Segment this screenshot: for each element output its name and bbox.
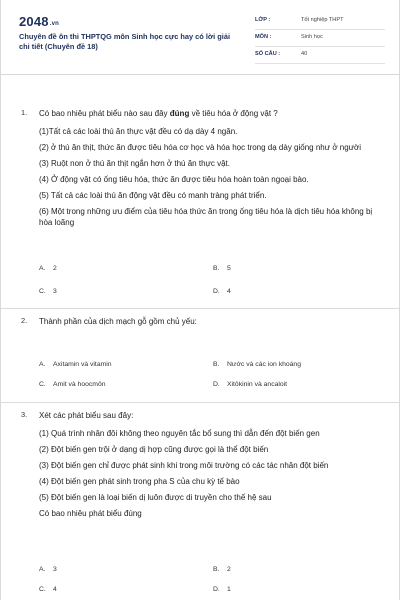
question-body [39,108,383,233]
document-title: Chuyên đề ôn thi THPTQG môn Sinh học cực hay có lời giải chi tiết (Chuyên đề 18) [19,32,230,51]
option-b[interactable]: B. 2 [213,566,231,573]
statement: (1) Quá trình nhân đôi không theo nguyên tắc bổ sung thì dẫn đến đột biến gen [39,429,320,438]
meta-count-row [255,48,385,64]
option-a[interactable]: A. 2 [39,265,57,272]
question-number: 3. [21,410,28,419]
question-number: 2. [21,316,28,325]
site-logo[interactable]: 2048.vn [19,14,60,29]
statement: (3) Đột biến gen chỉ được phát sinh khi trong môi trường có các tác nhân đột biến [39,461,329,470]
option-c[interactable]: C. Amit và hoocmôn [39,381,106,388]
option-b[interactable]: B. Nước và các ion khoáng [213,361,301,368]
question-stem: Xét các phát biểu sau đây: [39,411,134,420]
statement: (1)Tất cả các loài thú ăn thực vật đều có dạ dày 4 ngăn. [39,127,238,136]
meta-value: Tốt nghiệp THPT [301,17,344,23]
statement: (5) Tất cả các loài thú ăn động vật đều có manh tràng phát triển. [39,191,267,200]
question-divider [1,402,400,403]
statement: (2) ở thú ăn thịt, thức ăn được tiêu hóa cơ học và hóa học trong dạ dày giống như ở người [39,143,362,152]
option-d[interactable]: D. 4 [213,288,231,295]
question-number: 1. [21,108,28,117]
option-d[interactable]: D. Xitôkinin và ancaloit [213,381,288,388]
option-c[interactable]: C. 3 [39,288,57,295]
question-stem: Thành phần của dịch mạch gỗ gồm chủ yếu: [39,317,197,326]
meta-key: MÔN : [255,34,272,40]
statement: (4) Ở động vật có ống tiêu hóa, thức ăn được tiêu hóa hoàn toàn ngoại bào. [39,175,309,184]
option-a[interactable]: A. 3 [39,566,57,573]
meta-key: LỚP : [255,17,271,23]
question-body [39,316,383,334]
document-meta [255,14,385,65]
statement: (2) Đột biến gen trội ở dạng dị hợp cũng được gọi là thể đột biến [39,445,269,454]
statement: (5) Đột biến gen là loại biến dị luôn được di truyền cho thế hệ sau [39,493,272,502]
meta-subject-row [255,31,385,47]
option-b[interactable]: B. 5 [213,265,231,272]
header-divider [1,74,400,75]
question-stem: Có bao nhiêu phát biểu nào sau đây đúng về tiêu hóa ở động vật ? [39,109,278,118]
meta-key: SỐ CÂU : [255,51,281,57]
meta-value: 40 [301,51,308,57]
option-c[interactable]: C. 4 [39,586,57,593]
document-header [19,14,385,66]
statement: (3) Ruột non ở thú ăn thịt ngắn hơn ở thú ăn thực vật. [39,159,230,168]
statement: Có bao nhiêu phát biểu đúng [39,509,142,518]
statement: (4) Đột biến gen phát sinh trong pha S của chu kỳ tế bào [39,477,240,486]
meta-class-row [255,14,385,30]
statement: (6) Một trong những ưu điểm của tiêu hóa thức ăn trong ống tiêu hóa là dịch tiêu hóa không bị hòa loãng [39,207,373,227]
option-a[interactable]: A. Axitamin và vitamin [39,361,112,368]
question-divider [1,308,400,309]
meta-value: Sinh học [301,34,323,40]
question-body [39,410,383,524]
option-d[interactable]: D. 1 [213,586,231,593]
